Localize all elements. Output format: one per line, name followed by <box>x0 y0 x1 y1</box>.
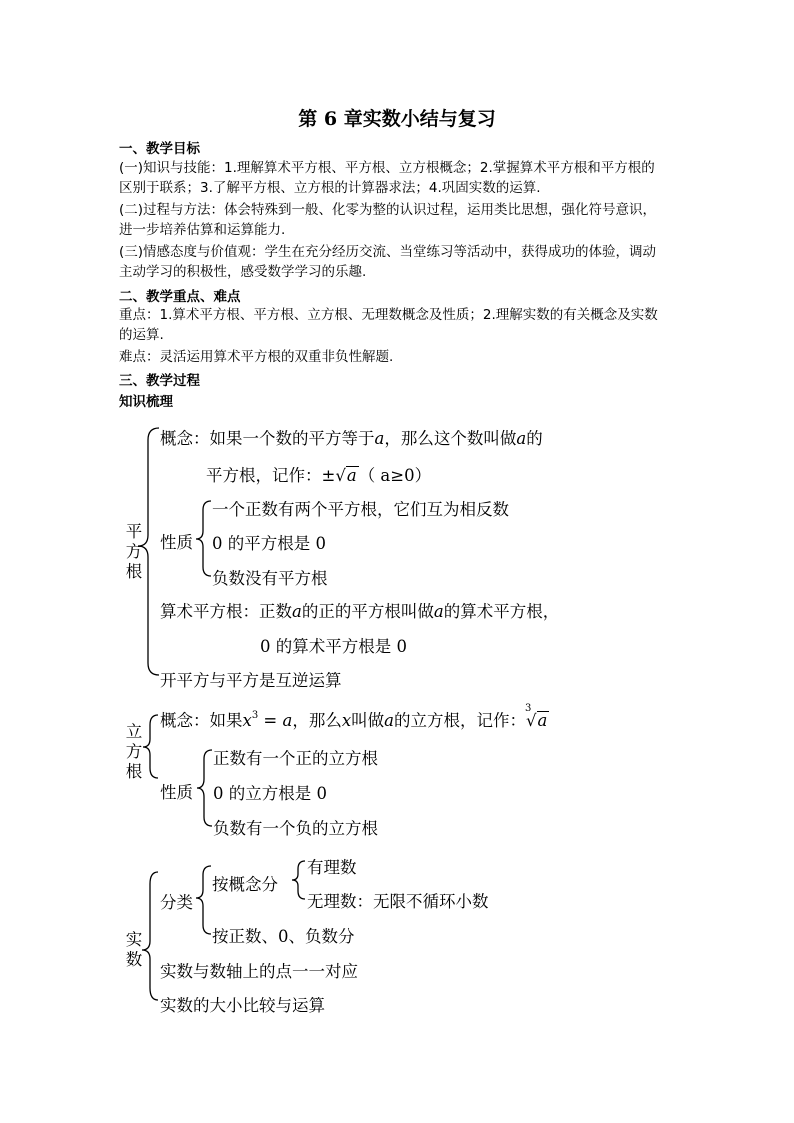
cbrt-property-label: 性质 <box>160 783 193 802</box>
brace-by-concept <box>292 861 305 899</box>
subheading-knowledge-review: 知识梳理 <box>119 394 173 410</box>
sqrt-concept-line1: 概念：如果一个数的平方等于a，那么这个数叫做a的 <box>160 429 543 448</box>
cbrt-a-expression: 3 √a <box>525 703 548 730</box>
real-compare-operation: 实数的大小比较与运算 <box>160 996 325 1015</box>
brace-cbrt <box>143 715 158 778</box>
brace-real-classify <box>196 866 211 934</box>
cbrt-property-3: 负数有一个负的立方根 <box>213 819 378 838</box>
brace-sqrt-props <box>196 501 211 576</box>
brace-real <box>142 872 158 1000</box>
section-heading-keypoints: 二、教学重点、难点 <box>119 289 241 305</box>
sqrt-concept-line2: 平方根，记作：±√a （ a≥0） <box>206 466 432 485</box>
real-classification-label: 分类 <box>160 893 193 912</box>
cbrt-concept: 概念：如果$x^3 = a$，那么x叫做a的立方根，记作： 3 √a <box>160 703 548 730</box>
label-cube-root: 立 方 根 <box>125 722 143 781</box>
real-number-line: 实数与数轴上的点一一对应 <box>160 962 358 981</box>
sqrt-property-3: 负数没有平方根 <box>212 569 328 588</box>
label-square-root: 平 方 根 <box>125 522 143 581</box>
rational-number: 有理数 <box>307 858 357 877</box>
page-title: 第 6 章实数小结与复习 <box>298 108 496 130</box>
section-heading-objectives: 一、教学目标 <box>119 141 200 157</box>
difficulty-line: 难点：灵活运用算术平方根的双重非负性解题. <box>119 349 394 365</box>
objective-knowledge-line1: (一)知识与技能：1.理解算术平方根、平方根、立方根概念；2.掌握算术平方根和平方根的 <box>119 160 655 176</box>
label-real-number: 实 数 <box>125 930 143 969</box>
objective-attitude-line2: 主动学习的积极性，感受数学学习的乐趣. <box>119 264 367 280</box>
brace-cbrt-props <box>197 750 212 826</box>
classify-by-concept: 按概念分 <box>212 875 278 894</box>
irrational-number: 无理数：无限不循环小数 <box>307 892 489 911</box>
objective-knowledge-line2: 区别于联系；3.了解平方根、立方根的计算器求法；4.巩固实数的运算. <box>119 180 541 196</box>
sqrt-property-1: 一个正数有两个平方根，它们互为相反数 <box>212 500 509 519</box>
keypoint-line2: 的运算. <box>119 327 164 343</box>
sqrt-a-expression: a <box>346 466 357 485</box>
arith-sqrt-line2: 0 的算术平方根是 0 <box>260 637 407 656</box>
objective-process-line2: 进一步培养估算和运算能力. <box>119 222 286 238</box>
keypoint-line1: 重点：1.算术平方根、平方根、立方根、无理数概念及性质；2.理解实数的有关概念及实数 <box>119 307 658 323</box>
sqrt-property-label: 性质 <box>160 533 193 552</box>
sqrt-property-2: 0 的平方根是 0 <box>212 534 326 553</box>
objective-attitude-line1: (三)情感态度与价值观：学生在充分经历交流、当堂练习等活动中，获得成功的体验，调动 <box>119 244 657 260</box>
classify-by-sign: 按正数、0、负数分 <box>212 927 355 946</box>
cbrt-property-1: 正数有一个正的立方根 <box>213 749 378 768</box>
sqrt-inverse-operation: 开平方与平方是互逆运算 <box>160 671 342 690</box>
section-heading-process: 三、教学过程 <box>119 373 200 389</box>
cbrt-property-2: 0 的立方根是 0 <box>213 784 327 803</box>
arith-sqrt-line1: 算术平方根：正数a的正的平方根叫做a的算术平方根， <box>160 602 560 621</box>
objective-process-line1: (二)过程与方法：体会特殊到一般、化零为整的认识过程，运用类比思想，强化符号意识， <box>119 202 657 218</box>
